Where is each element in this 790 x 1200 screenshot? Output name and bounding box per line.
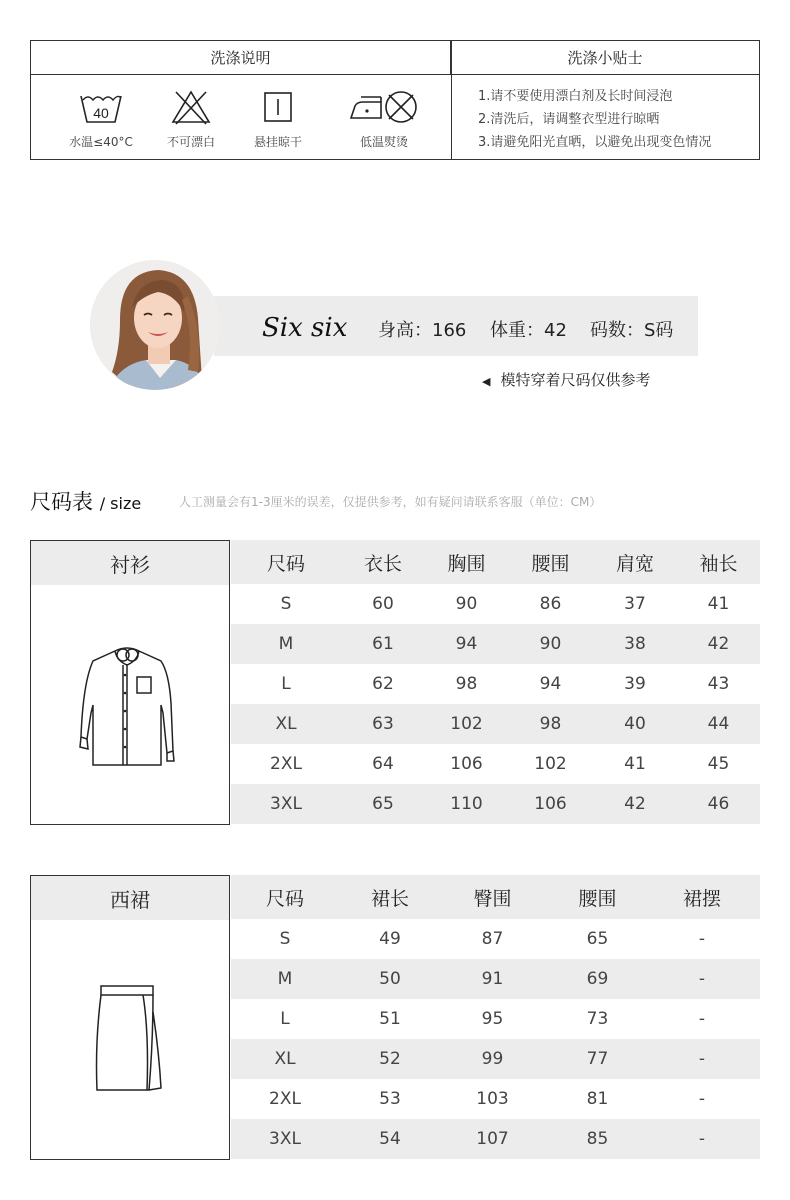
care-label: 悬挂晾干	[253, 135, 302, 149]
table-cell: M	[277, 969, 293, 989]
table-row	[231, 704, 760, 744]
header-cell: 臀围	[473, 887, 512, 910]
skirt-size-table	[231, 875, 760, 1159]
tip-3: 3.请避免阳光直晒，以避免出现变色情况	[478, 135, 712, 150]
table-cell: 106	[534, 794, 567, 814]
table-cell: 102	[450, 714, 483, 734]
care-tips	[478, 85, 758, 154]
table-cell: 95	[481, 1009, 504, 1029]
table-row	[231, 1079, 760, 1119]
size-chart-title-cn: 尺码表	[30, 490, 93, 514]
low-iron-no-dryclean-icon	[347, 88, 421, 126]
table-cell: 41	[707, 594, 730, 614]
model-signature	[262, 308, 352, 348]
header-cell: 肩宽	[615, 552, 654, 575]
table-cell: 42	[707, 634, 730, 654]
table-cell: -	[698, 969, 706, 989]
table-cell: 107	[476, 1129, 509, 1149]
table-cell: 69	[586, 969, 609, 989]
table-cell: 42	[624, 794, 646, 814]
care-item-wash	[61, 88, 141, 150]
table-header-row	[231, 875, 760, 919]
table-cell: 2XL	[269, 1089, 301, 1109]
table-cell: 64	[372, 754, 394, 774]
table-row	[231, 744, 760, 784]
table-row	[231, 999, 760, 1039]
table-cell: -	[698, 1129, 706, 1149]
table-cell: 87	[481, 929, 504, 949]
wash-40-icon	[78, 88, 124, 126]
shirt-panel	[30, 540, 230, 825]
table-cell: 51	[379, 1009, 401, 1029]
table-cell: XL	[274, 1049, 296, 1069]
model-weight: 体重：42	[490, 320, 567, 341]
table-cell: -	[698, 1049, 706, 1069]
table-row	[231, 1119, 760, 1159]
table-cell: 91	[481, 969, 504, 989]
header-cell: 胸围	[447, 552, 486, 575]
table-cell: 40	[624, 714, 646, 734]
care-instructions-table	[30, 40, 760, 160]
header-cell: 裙长	[370, 887, 409, 910]
tips-header: 洗涤小贴士	[451, 41, 759, 75]
table-cell: L	[280, 1009, 290, 1029]
care-icons	[31, 76, 451, 159]
header-cell: 尺码	[266, 552, 305, 575]
model-portrait-image	[90, 260, 220, 390]
table-cell: 86	[539, 594, 562, 614]
model-avatar	[90, 260, 220, 390]
table-cell: 81	[586, 1089, 609, 1109]
care-item-dry	[238, 88, 318, 150]
table-header-row	[231, 540, 760, 584]
table-cell: L	[281, 674, 291, 694]
shirt-size-table	[231, 540, 760, 824]
table-cell: 2XL	[270, 754, 302, 774]
table-cell: M	[278, 634, 294, 654]
header-cell: 尺码	[265, 887, 304, 910]
table-cell: 46	[707, 794, 730, 814]
signature-text: Six six	[262, 313, 348, 343]
table-row	[231, 1039, 760, 1079]
size-chart-note: 人工测量会有1-3厘米的误差，仅提供参考，如有疑问请联系客服（单位：CM）	[179, 495, 602, 509]
table-cell: 110	[450, 794, 483, 814]
table-cell: 41	[624, 754, 646, 774]
care-item-iron	[339, 88, 429, 150]
header-cell: 袖长	[699, 552, 738, 575]
header-cell: 裙摆	[682, 887, 721, 910]
table-cell: 3XL	[269, 1129, 301, 1149]
model-height: 身高：166	[378, 320, 467, 341]
care-item-bleach	[151, 88, 231, 150]
skirt-title: 西裙	[31, 876, 229, 920]
table-cell: 65	[372, 794, 394, 814]
no-bleach-icon	[170, 88, 212, 126]
table-cell: 98	[539, 714, 562, 734]
care-label: 不可漂白	[166, 135, 215, 149]
table-cell: S	[279, 929, 291, 949]
wash-temp-number: 40	[93, 105, 109, 121]
table-cell: 49	[379, 929, 401, 949]
table-cell: 73	[586, 1009, 609, 1029]
table-cell: 43	[707, 674, 730, 694]
size-chart-title-en: size	[110, 494, 142, 513]
shirt-title: 衬衫	[31, 541, 229, 585]
table-cell: 63	[372, 714, 394, 734]
table-cell: 106	[450, 754, 483, 774]
model-size: 码数：S码	[590, 320, 674, 341]
skirt-icon	[91, 982, 163, 1094]
table-cell: -	[698, 929, 706, 949]
table-cell: 61	[372, 634, 394, 654]
table-cell: 53	[379, 1089, 401, 1109]
triangle-left-icon: ◀	[482, 375, 491, 388]
table-cell: -	[698, 1009, 706, 1029]
table-cell: 94	[539, 674, 562, 694]
hang-dry-icon	[262, 88, 294, 126]
care-label: 水温≤40°C	[69, 135, 133, 149]
table-cell: 85	[586, 1129, 609, 1149]
table-cell: 77	[586, 1049, 609, 1069]
table-cell: 45	[707, 754, 730, 774]
table-cell: 62	[372, 674, 394, 694]
model-note	[482, 369, 650, 390]
table-row	[231, 624, 760, 664]
size-chart-title: 尺码表 / size	[30, 490, 142, 514]
table-cell: 60	[372, 594, 394, 614]
table-cell: 44	[707, 714, 730, 734]
care-header: 洗涤说明	[31, 41, 451, 75]
divider	[451, 41, 452, 159]
table-row	[231, 959, 760, 999]
skirt-panel	[30, 875, 230, 1160]
header-cell: 腰围	[578, 887, 617, 910]
table-cell: 94	[455, 634, 478, 654]
model-note-text: 模特穿着尺码仅供参考	[500, 371, 651, 389]
table-row	[231, 664, 760, 704]
header-cell: 腰围	[531, 552, 570, 575]
table-cell: 38	[624, 634, 646, 654]
table-row	[231, 919, 760, 959]
table-cell: 103	[476, 1089, 509, 1109]
table-cell: 39	[624, 674, 646, 694]
table-cell: 98	[455, 674, 478, 694]
table-cell: 90	[455, 594, 478, 614]
tip-2: 2.清洗后，请调整衣型进行晾晒	[478, 112, 660, 127]
table-cell: S	[280, 594, 292, 614]
table-cell: 102	[534, 754, 567, 774]
table-cell: XL	[275, 714, 297, 734]
tip-1: 1.请不要使用漂白剂及长时间浸泡	[478, 89, 673, 104]
table-cell: 90	[539, 634, 562, 654]
table-cell: 65	[586, 929, 609, 949]
shirt-icon	[77, 643, 177, 769]
header-cell: 衣长	[363, 552, 402, 575]
table-cell: 3XL	[270, 794, 302, 814]
table-cell: 50	[379, 969, 401, 989]
table-cell: 99	[481, 1049, 504, 1069]
care-label: 低温熨烫	[359, 135, 408, 149]
table-row	[231, 584, 760, 624]
table-cell: 52	[379, 1049, 401, 1069]
table-row	[231, 784, 760, 824]
table-cell: -	[698, 1089, 706, 1109]
table-cell: 54	[379, 1129, 401, 1149]
table-cell: 37	[624, 594, 646, 614]
